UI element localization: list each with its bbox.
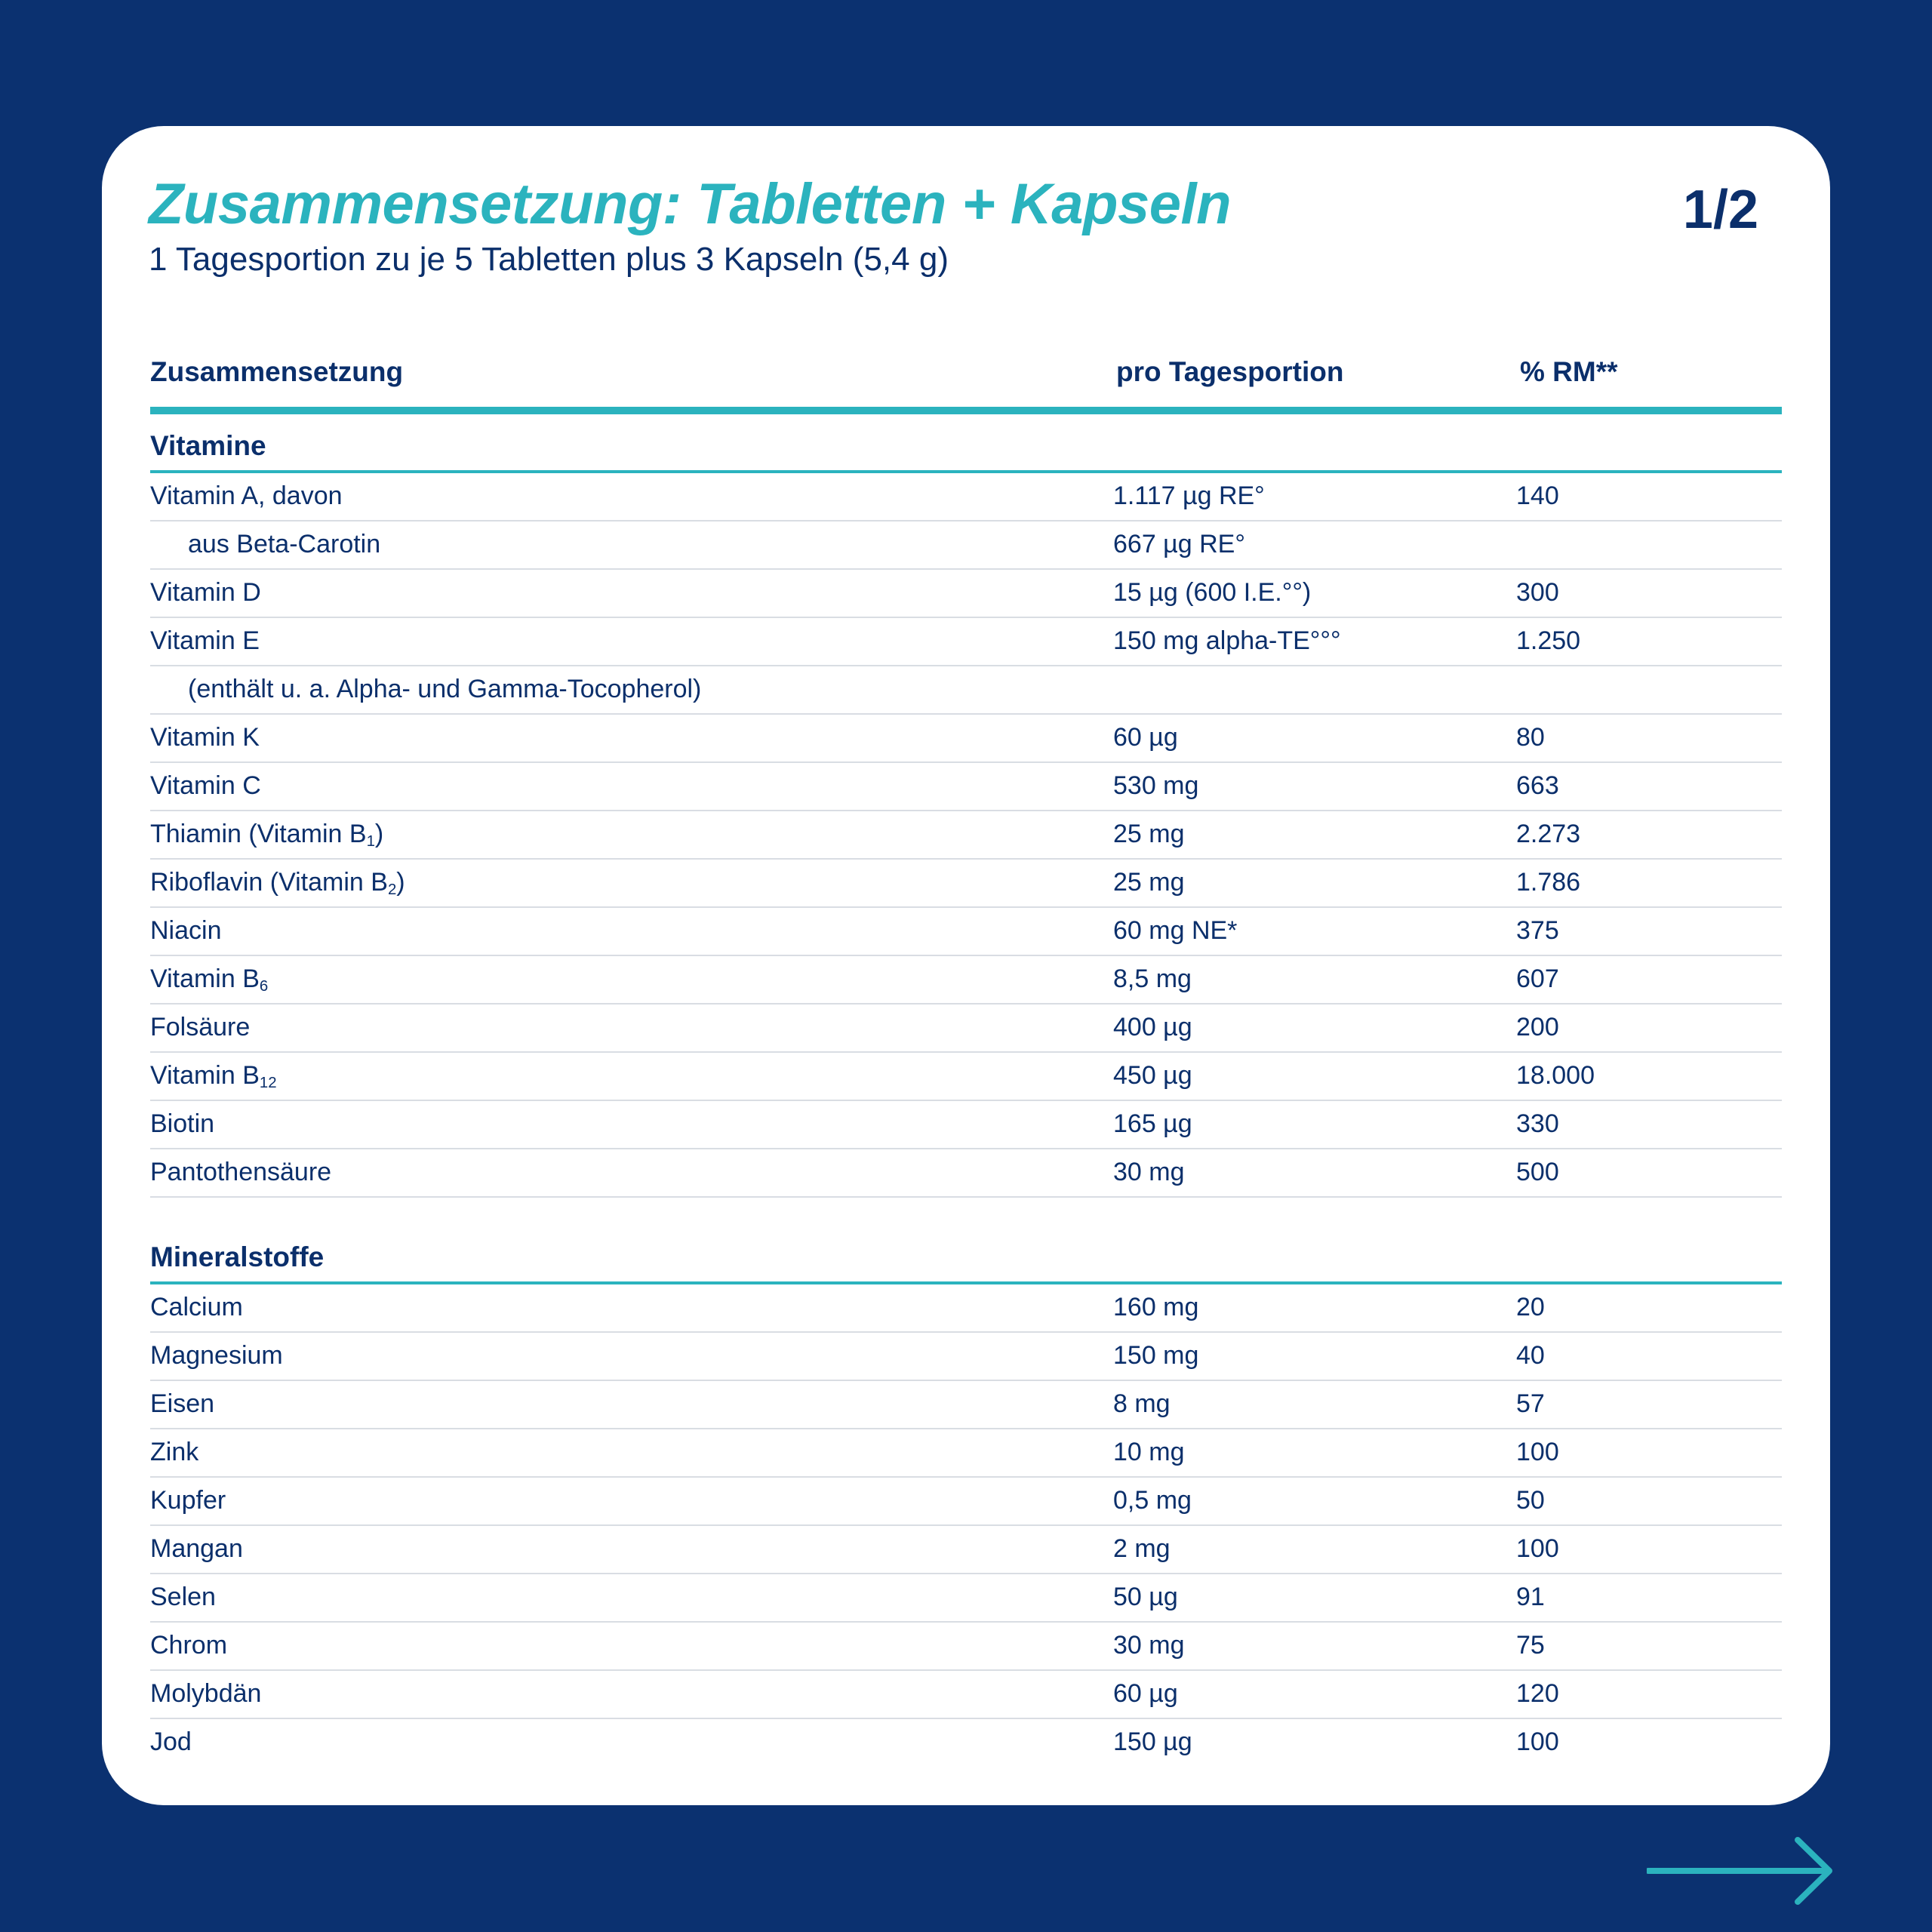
table-header bbox=[150, 345, 1782, 414]
table-row bbox=[150, 1623, 1782, 1671]
row-amount: 8 mg bbox=[1113, 1389, 1171, 1418]
table-row bbox=[150, 715, 1782, 763]
row-name-main: Riboflavin (Vitamin B bbox=[150, 868, 388, 897]
row-amount: 60 mg NE* bbox=[1113, 916, 1238, 945]
row-amount: 8,5 mg bbox=[1113, 964, 1192, 993]
table-row bbox=[150, 1671, 1782, 1719]
row-amount: 0,5 mg bbox=[1113, 1486, 1192, 1515]
section-title: Mineralstoffe bbox=[150, 1224, 1782, 1284]
composition-card bbox=[102, 126, 1830, 1805]
row-name: Biotin bbox=[150, 1109, 215, 1138]
row-percent: 18.000 bbox=[1516, 1061, 1595, 1090]
row-name-suffix: ) bbox=[374, 820, 384, 848]
row-amount: 60 µg bbox=[1113, 1679, 1178, 1708]
row-amount: 1.117 µg RE° bbox=[1113, 481, 1265, 510]
table-row bbox=[150, 763, 1782, 811]
row-name: Chrom bbox=[150, 1631, 228, 1660]
row-name: Calcium bbox=[150, 1293, 243, 1321]
row-percent: 100 bbox=[1516, 1534, 1559, 1563]
row-name: Molybdän bbox=[150, 1679, 262, 1708]
row-amount: 530 mg bbox=[1113, 771, 1199, 800]
row-amount: 150 µg bbox=[1113, 1727, 1192, 1756]
row-amount: 30 mg bbox=[1113, 1158, 1185, 1186]
row-name-main: Vitamin B bbox=[150, 964, 260, 993]
row-amount: 150 mg alpha-TE°°° bbox=[1113, 626, 1341, 655]
row-amount: 667 µg RE° bbox=[1113, 530, 1245, 558]
row-amount: 30 mg bbox=[1113, 1631, 1185, 1660]
row-name: Jod bbox=[150, 1727, 192, 1756]
row-name bbox=[150, 964, 268, 994]
row-percent: 300 bbox=[1516, 578, 1559, 607]
section-vitamine bbox=[150, 413, 1782, 1198]
row-percent: 40 bbox=[1516, 1341, 1545, 1370]
row-name-subscript: 2 bbox=[387, 881, 397, 899]
table-row bbox=[150, 1053, 1782, 1101]
row-percent: 140 bbox=[1516, 481, 1559, 510]
row-name: Folsäure bbox=[150, 1013, 251, 1041]
row-percent: 80 bbox=[1516, 723, 1545, 752]
table-row bbox=[150, 1333, 1782, 1381]
row-percent: 607 bbox=[1516, 964, 1559, 993]
row-amount: 25 mg bbox=[1113, 820, 1185, 848]
table-row bbox=[150, 908, 1782, 956]
table-row bbox=[150, 473, 1782, 521]
row-amount: 150 mg bbox=[1113, 1341, 1199, 1370]
row-percent: 500 bbox=[1516, 1158, 1559, 1186]
row-name-subscript: 6 bbox=[259, 978, 269, 995]
column-header-percent: % RM** bbox=[1520, 356, 1618, 387]
table-row bbox=[150, 570, 1782, 618]
row-name: Niacin bbox=[150, 916, 222, 945]
row-amount: 10 mg bbox=[1113, 1438, 1185, 1466]
table-row bbox=[150, 1284, 1782, 1333]
row-name-main: Vitamin B bbox=[150, 1061, 260, 1090]
row-percent: 91 bbox=[1516, 1583, 1545, 1611]
row-percent: 100 bbox=[1516, 1727, 1559, 1756]
table-row bbox=[150, 618, 1782, 666]
row-name: Zink bbox=[150, 1438, 199, 1466]
table-row bbox=[150, 1574, 1782, 1623]
row-amount: 60 µg bbox=[1113, 723, 1178, 752]
row-name bbox=[150, 868, 405, 897]
row-percent: 120 bbox=[1516, 1679, 1559, 1708]
page-counter: 1/2 bbox=[1682, 180, 1758, 240]
row-percent: 75 bbox=[1516, 1631, 1545, 1660]
row-amount: 50 µg bbox=[1113, 1583, 1178, 1611]
table-row bbox=[150, 1526, 1782, 1574]
row-name: Magnesium bbox=[150, 1341, 283, 1370]
row-name: Vitamin K bbox=[150, 723, 260, 752]
row-amount: 2 mg bbox=[1113, 1534, 1171, 1563]
row-percent: 200 bbox=[1516, 1013, 1559, 1041]
row-name: Mangan bbox=[150, 1534, 243, 1563]
row-name: Kupfer bbox=[150, 1486, 226, 1515]
arrow-right-icon[interactable] bbox=[1647, 1835, 1835, 1906]
table-row bbox=[150, 1101, 1782, 1149]
row-name-subscript: 12 bbox=[259, 1075, 277, 1092]
column-header-name: Zusammensetzung bbox=[150, 356, 404, 387]
row-percent: 375 bbox=[1516, 916, 1559, 945]
table-row bbox=[150, 1004, 1782, 1053]
row-percent: 57 bbox=[1516, 1389, 1545, 1418]
row-percent: 1.786 bbox=[1516, 868, 1581, 897]
row-name: aus Beta-Carotin bbox=[188, 530, 381, 558]
page-title: Zusammensetzung: Tabletten + Kapseln bbox=[149, 172, 1232, 236]
row-name: Vitamin D bbox=[150, 578, 261, 607]
row-name: Vitamin A, davon bbox=[150, 481, 343, 510]
row-percent: 663 bbox=[1516, 771, 1559, 800]
row-name: Vitamin C bbox=[150, 771, 261, 800]
page-subtitle: 1 Tagesportion zu je 5 Tabletten plus 3 Kapseln (5,4 g) bbox=[149, 241, 949, 278]
table-row bbox=[150, 1429, 1782, 1478]
table-row bbox=[150, 1149, 1782, 1198]
table-row bbox=[150, 1478, 1782, 1526]
row-name: Vitamin E bbox=[150, 626, 260, 655]
row-name: Selen bbox=[150, 1583, 216, 1611]
row-name-main: Thiamin (Vitamin B bbox=[150, 820, 367, 848]
row-amount: 165 µg bbox=[1113, 1109, 1192, 1138]
table-row bbox=[150, 666, 1782, 715]
table-row bbox=[150, 1719, 1782, 1767]
row-percent: 100 bbox=[1516, 1438, 1559, 1466]
row-percent: 20 bbox=[1516, 1293, 1545, 1321]
row-name: Eisen bbox=[150, 1389, 215, 1418]
row-percent: 2.273 bbox=[1516, 820, 1581, 848]
row-name-subscript: 1 bbox=[366, 833, 375, 851]
row-amount: 25 mg bbox=[1113, 868, 1185, 897]
table-row bbox=[150, 1381, 1782, 1429]
row-percent: 330 bbox=[1516, 1109, 1559, 1138]
row-percent: 1.250 bbox=[1516, 626, 1581, 655]
row-name bbox=[150, 820, 383, 849]
section-mineralstoffe bbox=[150, 1224, 1782, 1767]
section-title: Vitamine bbox=[150, 413, 1782, 473]
table-row bbox=[150, 956, 1782, 1004]
row-amount: 400 µg bbox=[1113, 1013, 1192, 1041]
row-amount: 160 mg bbox=[1113, 1293, 1199, 1321]
row-name: (enthält u. a. Alpha- und Gamma-Tocopherol) bbox=[188, 675, 702, 703]
row-amount: 450 µg bbox=[1113, 1061, 1192, 1090]
table-row bbox=[150, 811, 1782, 860]
row-name-suffix: ) bbox=[396, 868, 405, 897]
table-row bbox=[150, 521, 1782, 570]
row-percent: 50 bbox=[1516, 1486, 1545, 1515]
row-name: Pantothensäure bbox=[150, 1158, 332, 1186]
table-row bbox=[150, 860, 1782, 908]
row-amount: 15 µg (600 I.E.°°) bbox=[1113, 578, 1312, 607]
column-header-amount: pro Tagesportion bbox=[1116, 356, 1344, 387]
row-name bbox=[150, 1061, 277, 1091]
